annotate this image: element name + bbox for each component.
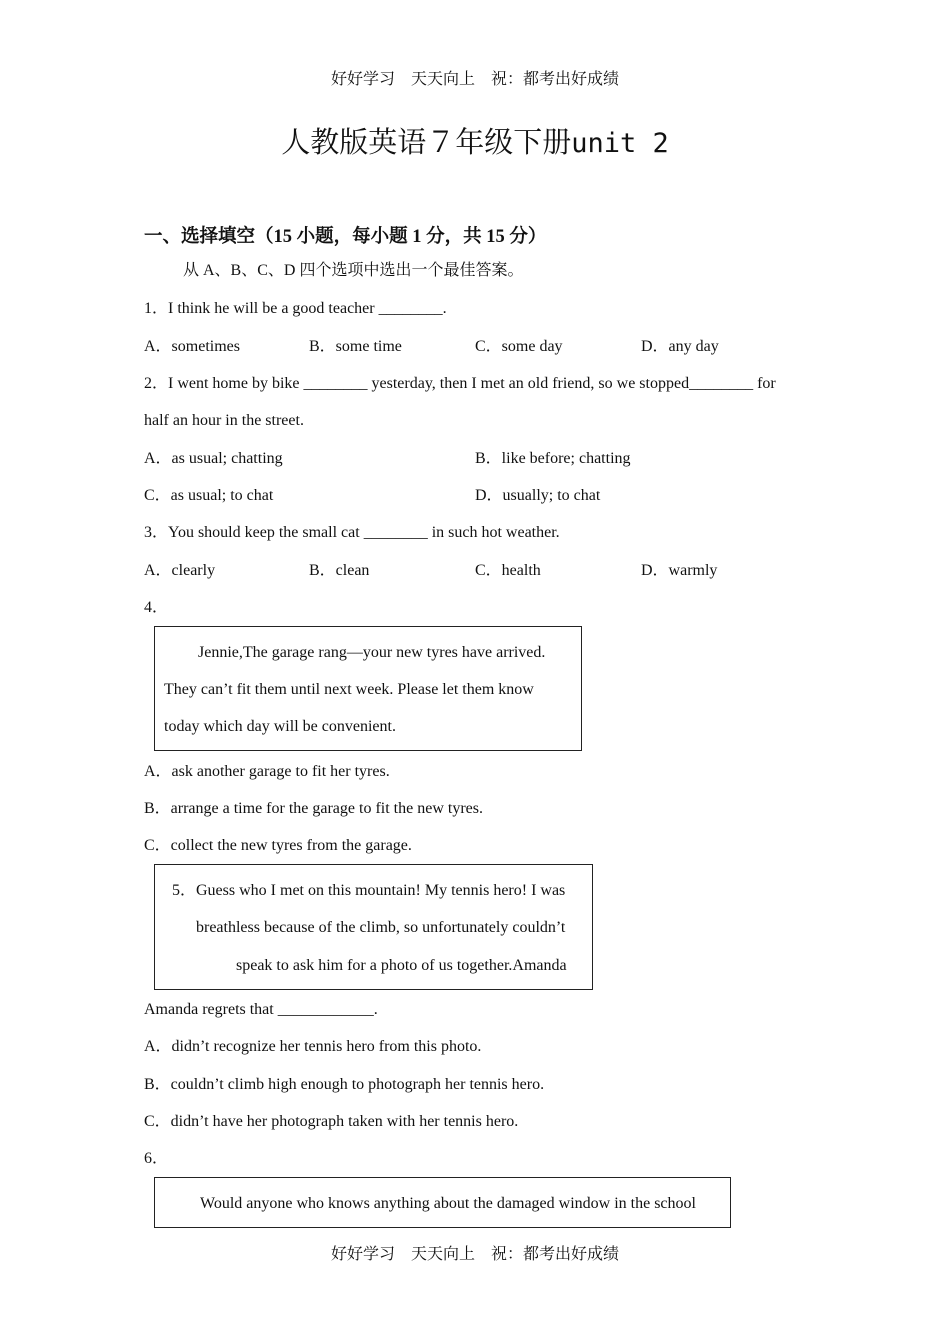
q4-option-a: A．ask another garage to fit her tyres. bbox=[144, 763, 390, 780]
q5-option-c: C．didn’t have her photograph taken with her tennis hero. bbox=[144, 1113, 519, 1130]
q2-stem-line2: half an hour in the street. bbox=[144, 412, 304, 429]
q1-stem: 1．I think he will be a good teacher ________. bbox=[144, 300, 447, 317]
q5-stem: Amanda regrets that ____________. bbox=[144, 1001, 378, 1018]
q1-option-b: B．some time bbox=[309, 338, 402, 355]
q3-option-d: D．warmly bbox=[641, 562, 718, 579]
page-header: 好好学习 天天向上 祝：都考出好成绩 bbox=[330, 71, 619, 88]
title-cn: 人教版英语７年级下册 bbox=[281, 125, 572, 159]
q2-option-c: C．as usual; to chat bbox=[144, 487, 274, 504]
q5-option-b: B．couldn’t climb high enough to photograph her tennis hero. bbox=[144, 1076, 545, 1093]
q5-option-a: A．didn’t recognize her tennis hero from this photo. bbox=[144, 1038, 482, 1055]
q4-number: 4． bbox=[144, 599, 169, 616]
q6-number: 6． bbox=[144, 1150, 169, 1167]
q3-option-b: B．clean bbox=[309, 562, 370, 579]
q5-box-line1: 5．Guess who I met on this mountain! My tennis hero! I was bbox=[172, 882, 566, 899]
page-title bbox=[0, 120, 950, 161]
q4-option-b: B．arrange a time for the garage to fit the new tyres. bbox=[144, 800, 483, 817]
q3-option-c: C．health bbox=[475, 562, 541, 579]
q2-option-b: B．like before; chatting bbox=[475, 450, 631, 467]
q5-box-line2: breathless because of the climb, so unfortunately couldn’t bbox=[196, 919, 566, 936]
page-footer: 好好学习 天天向上 祝：都考出好成绩 bbox=[330, 1246, 619, 1263]
q3-option-a: A．clearly bbox=[144, 562, 216, 579]
q4-box-line1: Jennie,The garage rang—your new tyres have arrived. bbox=[198, 644, 546, 661]
q3-stem: 3．You should keep the small cat ________ in such hot weather. bbox=[144, 524, 560, 541]
title-en: unit 2 bbox=[571, 128, 669, 159]
q4-option-c: C．collect the new tyres from the garage. bbox=[144, 837, 412, 854]
q4-box-line3: today which day will be convenient. bbox=[164, 718, 396, 735]
q5-box-line3: speak to ask him for a photo of us together.Amanda bbox=[236, 957, 567, 974]
section-instruction: 从 A、B、C、D 四个选项中选出一个最佳答案。 bbox=[183, 262, 524, 279]
q1-option-a: A．sometimes bbox=[144, 338, 240, 355]
q1-option-c: C．some day bbox=[475, 338, 563, 355]
q2-stem-line1: 2．I went home by bike ________ yesterday, then I met an old friend, so we stopped________ for bbox=[144, 375, 776, 392]
section-heading: 一、选择填空（15 小题，每小题 1 分，共 15 分） bbox=[144, 227, 547, 247]
q1-option-d: D．any day bbox=[641, 338, 719, 355]
q6-box-line: Would anyone who knows anything about the damaged window in the school bbox=[200, 1195, 696, 1212]
q4-box-line2: They can’t fit them until next week. Please let them know bbox=[164, 681, 534, 698]
q2-option-d: D．usually; to chat bbox=[475, 487, 601, 504]
q2-option-a: A．as usual; chatting bbox=[144, 450, 283, 467]
